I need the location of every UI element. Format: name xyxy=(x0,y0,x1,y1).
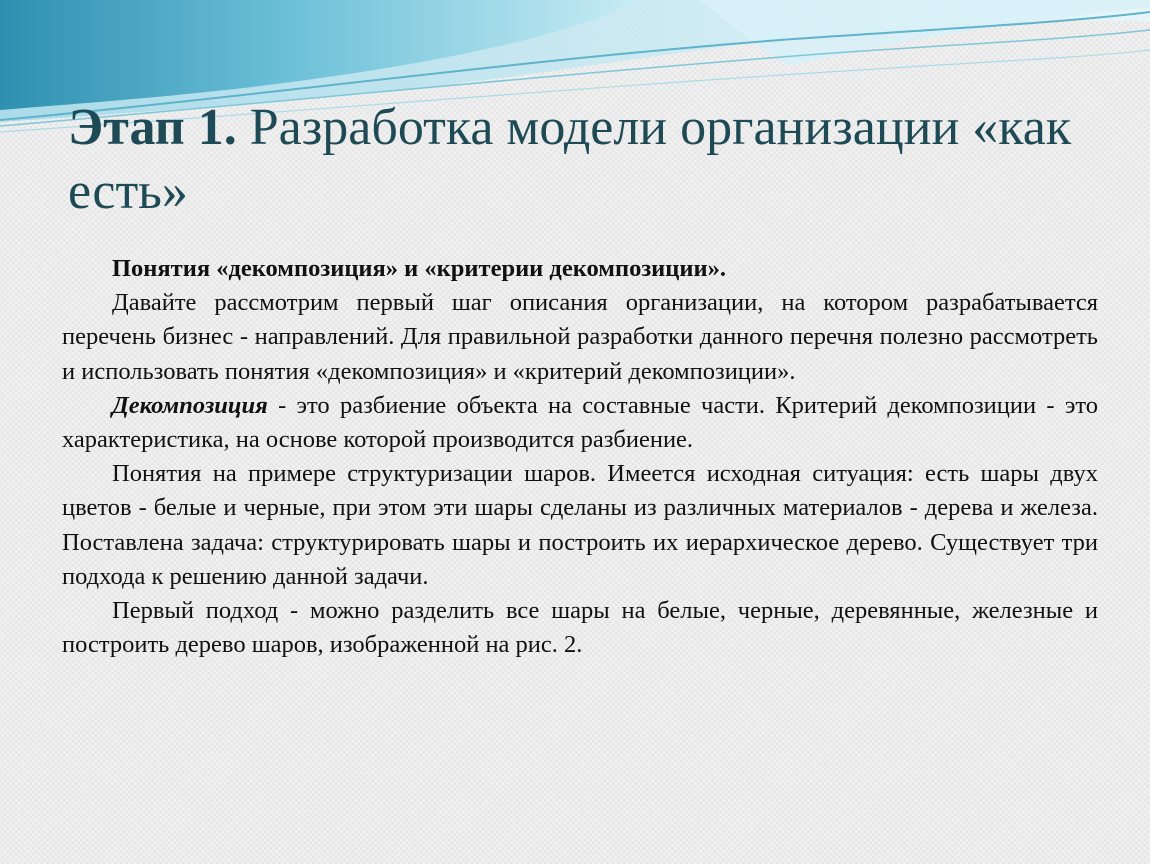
term-decomposition: Декомпозиция xyxy=(112,391,268,419)
title-stage-label: Этап 1. xyxy=(68,99,237,156)
paragraph-3: Понятия на примере структуризации шаров. Имеется исходная ситуация: есть шары двух цветов - белые и черные, при этом эти шары сделаны из различных материалов - дерева и железа. Поставлена задача: структурировать шары и построить их иерархическое дерево. Существует три подхода к решению данной задачи. xyxy=(62,460,1098,590)
section-heading: Понятия «декомпозиция» и «критерии декомпозиции». xyxy=(112,255,727,282)
paragraph-2-text: - это разбиение объекта на составные части. Критерий декомпозиции - это характеристика, на основе которой производится разбиение. xyxy=(62,391,1098,454)
paragraph-1: Давайте рассмотрим первый шаг описания организации, на котором разрабатывается перечень бизнес - направлений. Для правильной разработки данного перечня полезно рассмотреть и использовать понятия «декомпозиция» и «критерий декомпозиции». xyxy=(62,289,1098,385)
slide-body xyxy=(62,252,1098,662)
paragraph-4: Первый подход - можно разделить все шары на белые, черные, деревянные, железные и построить дерево шаров, изображенной на рис. 2. xyxy=(62,597,1098,659)
paragraph-2 xyxy=(62,389,1098,457)
slide-title xyxy=(68,96,1128,224)
title-text: Разработка модели организации «как есть» xyxy=(68,99,1072,220)
